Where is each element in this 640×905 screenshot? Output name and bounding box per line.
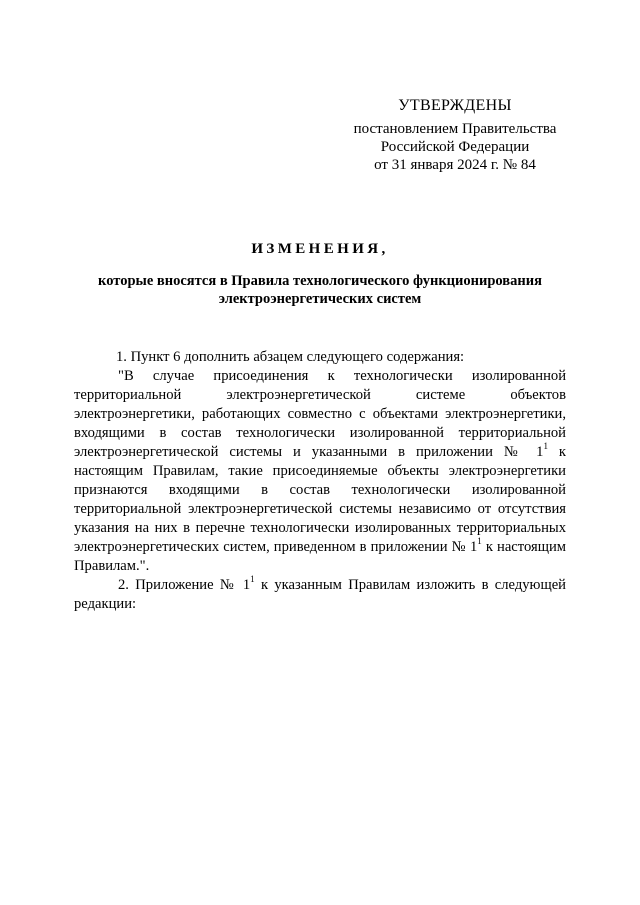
approval-line-3: от 31 января 2024 г. № 84: [374, 157, 536, 173]
approval-block: [340, 97, 570, 174]
quote-part-1: "В случае присоединения к технологически изолированной территориальной электроэнергетической системе объектов электроэнергетики, работающих совместно с объектами электроэнергетики, входящими в состав технологически изолированной территориальной электроэнергетической системы и указанными в приложении № 1: [74, 368, 566, 460]
item-2-part-2: к указанным Правилам изложить в следующей редакции:: [74, 577, 566, 612]
approval-title: УТВЕРЖДЕНЫ: [398, 97, 512, 114]
quote-superscript-2: 1: [477, 536, 482, 547]
document-title: ИЗМЕНЕНИЯ,: [251, 241, 389, 257]
item-1-quote: [74, 367, 566, 576]
quote-superscript-1: 1: [543, 441, 548, 452]
item-1-intro: 1. Пункт 6 дополнить абзацем следующего содержания:: [116, 349, 465, 365]
quote-part-3: к настоящим Правилам.".: [74, 539, 566, 574]
quote-part-2: к настоящим Правилам, такие присоединяемые объекты электроэнергетики признаются входящими в состав технологически изолированной территориальной электроэнергетической системы независимо от отсутствия указания на них в перечне технологически изолированных территориальных электроэнергетических систем, приведенном в приложении № 1: [74, 444, 567, 555]
document-subtitle: [60, 272, 580, 308]
approval-line-2: Российской Федерации: [380, 139, 530, 155]
subtitle-line-2: электроэнергетических систем: [218, 291, 422, 307]
item-2-superscript: 1: [250, 574, 255, 585]
item-2-part-1: 2. Приложение № 1: [118, 577, 251, 593]
approval-line-1: постановлением Правительства: [353, 121, 557, 137]
subtitle-line-1: которые вносятся в Правила технологического функционирования: [98, 273, 542, 289]
item-2: [74, 576, 566, 614]
document-body: [74, 348, 566, 614]
